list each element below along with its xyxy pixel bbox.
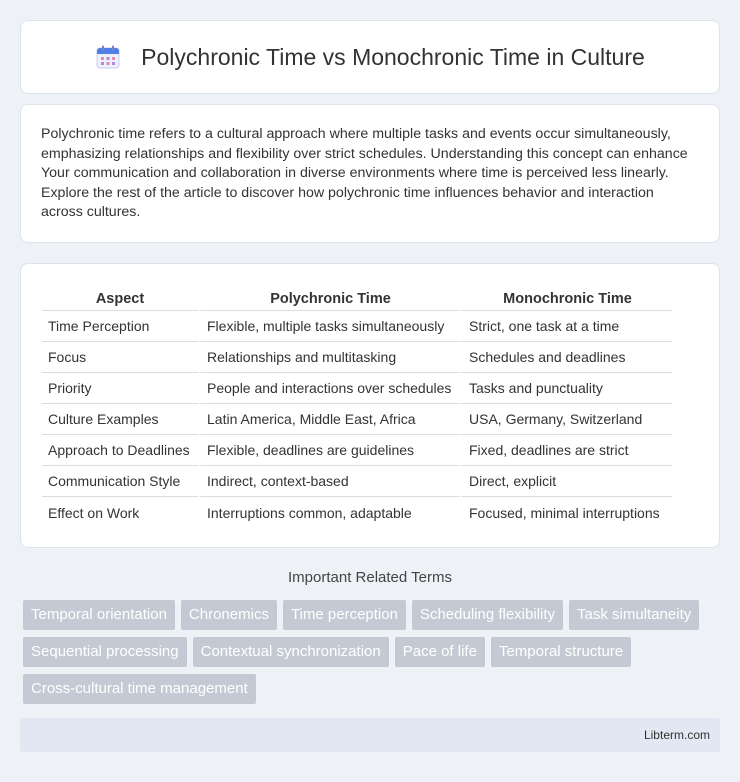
table-cell: Indirect, context-based: [198, 466, 460, 497]
table-cell: Culture Examples: [42, 404, 198, 435]
table-cell: Priority: [42, 373, 198, 404]
related-term-tag[interactable]: Chronemics: [181, 600, 277, 630]
table-cell: Strict, one task at a time: [460, 311, 672, 342]
header-card: [20, 20, 720, 94]
table-cell: People and interactions over schedules: [198, 373, 460, 404]
intro-text: Polychronic time refers to a cultural approach where multiple tasks and events occur simultaneously, emphasizing relationships and flexibility over strict schedules. Understanding this concept can enhance Your communication and collaboration in diverse environments where time is perceived less linearly. Explore the rest of the article to discover how polychronic time influences behavior and interaction across cultures.: [41, 126, 688, 220]
column-header: Polychronic Time: [198, 284, 460, 311]
table-cell: Flexible, deadlines are guidelines: [198, 435, 460, 466]
table-cell: Approach to Deadlines: [42, 435, 198, 466]
related-term-tag[interactable]: Task simultaneity: [569, 600, 699, 630]
related-terms-title: Important Related Terms: [288, 569, 452, 586]
comparison-table: [42, 284, 672, 528]
related-term-tag[interactable]: Sequential processing: [23, 637, 187, 667]
table-row: [42, 497, 672, 528]
table-cell: Interruptions common, adaptable: [198, 497, 460, 528]
table-cell: Effect on Work: [48, 504, 140, 521]
column-header: Aspect: [42, 284, 198, 311]
footer-site-link[interactable]: Libterm.com: [643, 728, 710, 742]
table-row: [42, 342, 672, 373]
comparison-table-card: [20, 263, 720, 548]
related-term-tag[interactable]: Temporal structure: [491, 637, 631, 667]
related-term-tag[interactable]: Temporal orientation: [23, 600, 175, 630]
table-row: [42, 435, 672, 466]
table-row: [42, 311, 672, 342]
table-cell: Flexible, multiple tasks simultaneously: [198, 311, 460, 342]
related-term-tag[interactable]: Pace of life: [395, 637, 485, 667]
table-cell: Time Perception: [42, 311, 198, 342]
table-cell: Focused, minimal interruptions: [460, 497, 672, 528]
table-cell: Direct, explicit: [460, 466, 672, 497]
footer: [20, 718, 720, 752]
table-cell: Communication Style: [42, 466, 198, 497]
table-row: [42, 404, 672, 435]
table-cell: Focus: [42, 342, 198, 373]
table-header-row: [42, 284, 672, 311]
table-cell: Tasks and punctuality: [460, 373, 672, 404]
table-cell: USA, Germany, Switzerland: [460, 404, 672, 435]
table-row: [42, 373, 672, 404]
page-title: Polychronic Time vs Monochronic Time in Culture: [141, 43, 645, 70]
related-term-tag[interactable]: Time perception: [283, 600, 406, 630]
calendar-icon: [95, 44, 121, 70]
column-header: Monochronic Time: [460, 284, 672, 311]
related-terms-tags: [23, 600, 723, 711]
related-term-tag[interactable]: Scheduling flexibility: [412, 600, 563, 630]
intro-card: [20, 104, 720, 243]
related-term-tag[interactable]: Contextual synchronization: [193, 637, 389, 667]
related-term-tag[interactable]: Cross-cultural time management: [23, 674, 256, 704]
table-cell: Relationships and multitasking: [198, 342, 460, 373]
table-cell: Schedules and deadlines: [460, 342, 672, 373]
table-row: [42, 466, 672, 497]
table-cell: Latin America, Middle East, Africa: [198, 404, 460, 435]
table-cell: Fixed, deadlines are strict: [460, 435, 672, 466]
